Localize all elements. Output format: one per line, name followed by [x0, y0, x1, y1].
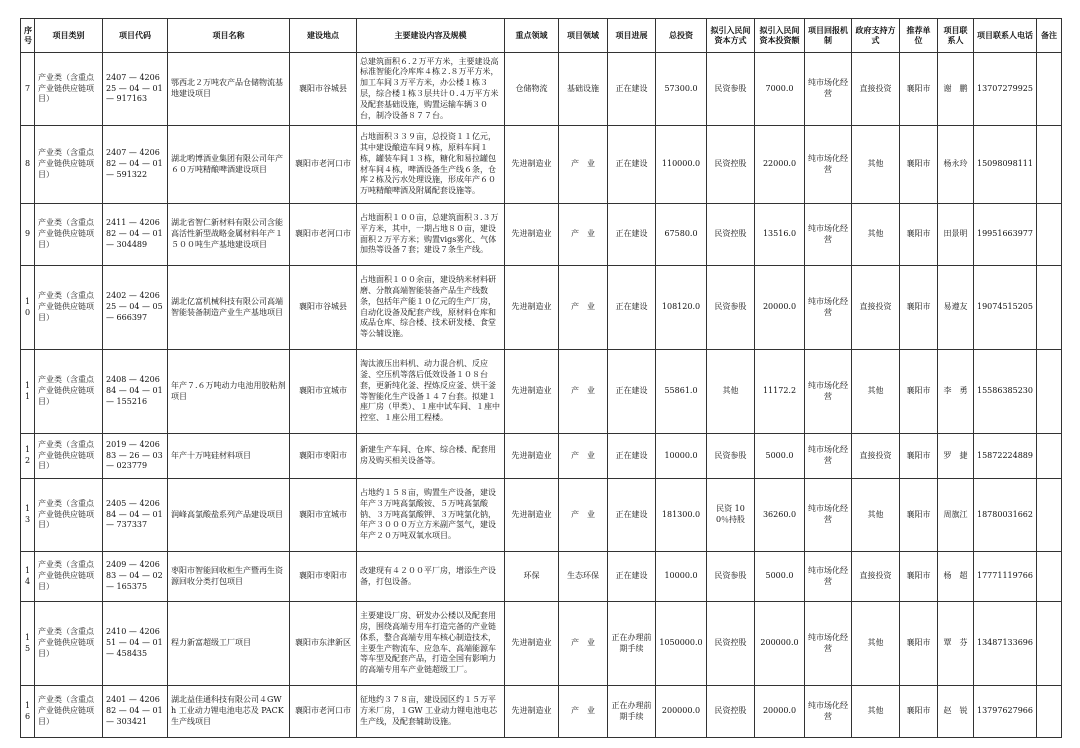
- header-contact: 项目联系人: [938, 19, 974, 53]
- cell-policy: 其他: [852, 686, 900, 738]
- cell-code: 2402 — 420625 — 04 — 05 — 666397: [103, 266, 168, 350]
- cell-phone: 18780031662: [974, 479, 1037, 552]
- cell-policy: 直接投资: [852, 53, 900, 126]
- header-total: 总投资: [656, 19, 707, 53]
- cell-name: 湖北亿富机械科技有限公司高端智能装备制造产业生产基地项目: [168, 266, 290, 350]
- cell-contact: 杨 超: [938, 552, 974, 602]
- cell-private-amount: 5000.0: [755, 434, 805, 479]
- cell-phone: 15098098111: [974, 126, 1037, 204]
- cell-field: 产 业: [559, 686, 608, 738]
- cell-policy: 其他: [852, 350, 900, 434]
- cell-seq: 7: [21, 53, 35, 126]
- cell-category: 产业类（含重点产业链供应链项目）: [35, 479, 103, 552]
- cell-recommender: 襄阳市: [900, 53, 938, 126]
- cell-return-mech: 纯市场化经营: [805, 434, 852, 479]
- cell-total: 57300.0: [656, 53, 707, 126]
- cell-name: 湖北省智仁新材料有限公司含能高活性新型战略金属材料年产１５００吨生产基地建设项目: [168, 204, 290, 266]
- cell-private-amount: 36260.0: [755, 479, 805, 552]
- cell-total: 1050000.0: [656, 602, 707, 686]
- cell-private-mode: 民资参股: [707, 434, 755, 479]
- cell-progress: 正在建设: [608, 479, 656, 552]
- cell-private-amount: 7000.0: [755, 53, 805, 126]
- cell-content: 占地约１５８亩，购置生产设备，建设年产３万吨高氯酸铵、５万吨高氯酸钠、３万吨高氯酸钾、３万吨氯化钠，年产３０００万立方米副产氢气，建设年产２０万吨双氧水项目。: [357, 479, 505, 552]
- cell-field: 产 业: [559, 602, 608, 686]
- cell-name: 润峰高氯酸盐系列产品建设项目: [168, 479, 290, 552]
- cell-recommender: 襄阳市: [900, 204, 938, 266]
- cell-code: 2019 — 420683 — 26 — 03 — 023779: [103, 434, 168, 479]
- cell-content: 占地面积３３９亩，总投资１１亿元，其中建设酿造车间９栋，原料车间１栋，罐装车间１３栋，糖化和易拉罐包材车间４栋，啤酒设备生产线６条，仓库２栋及污水处理设施，形成年产６０万吨精酿啤酒及附属配套设施等。: [357, 126, 505, 204]
- cell-code: 2411 — 420682 — 04 — 01 — 304489: [103, 204, 168, 266]
- header-remark: 备注: [1037, 19, 1062, 53]
- cell-contact: 李 勇: [938, 350, 974, 434]
- cell-key-field: 环保: [505, 552, 559, 602]
- cell-location: 襄阳市老河口市: [290, 204, 357, 266]
- header-policy: 政府支持方式: [852, 19, 900, 53]
- cell-total: 10000.0: [656, 552, 707, 602]
- header-code: 项目代码: [103, 19, 168, 53]
- cell-category: 产业类（含重点产业链供应链项目）: [35, 53, 103, 126]
- cell-category: 产业类（含重点产业链供应链项目）: [35, 552, 103, 602]
- cell-location: 襄阳市东津新区: [290, 602, 357, 686]
- cell-name: 程力新富超级工厂项目: [168, 602, 290, 686]
- cell-contact: 易遵友: [938, 266, 974, 350]
- table-row: [21, 204, 1062, 266]
- cell-remark: [1037, 434, 1062, 479]
- cell-name: 枣阳市智能回收柜生产暨再生资源回收分类打包项目: [168, 552, 290, 602]
- cell-return-mech: 纯市场化经营: [805, 686, 852, 738]
- cell-return-mech: 纯市场化经营: [805, 126, 852, 204]
- cell-code: 2405 — 420684 — 04 — 01 — 737337: [103, 479, 168, 552]
- cell-key-field: 先进制造业: [505, 479, 559, 552]
- cell-progress: 正在办理前期手续: [608, 686, 656, 738]
- cell-name: 湖北哟博酒业集团有限公司年产６０万吨精酿啤酒建设项目: [168, 126, 290, 204]
- cell-phone: 15872224889: [974, 434, 1037, 479]
- cell-private-mode: 民资 100％持股: [707, 479, 755, 552]
- cell-location: 襄阳市宜城市: [290, 479, 357, 552]
- cell-category: 产业类（含重点产业链供应链项目）: [35, 266, 103, 350]
- cell-phone: 15586385230: [974, 350, 1037, 434]
- header-recommender: 推荐单位: [900, 19, 938, 53]
- cell-recommender: 襄阳市: [900, 126, 938, 204]
- project-table: [20, 18, 1062, 738]
- cell-location: 襄阳市枣阳市: [290, 552, 357, 602]
- header-progress: 项目进展: [608, 19, 656, 53]
- cell-total: 10000.0: [656, 434, 707, 479]
- cell-seq: 14: [21, 552, 35, 602]
- cell-progress: 正在办理前期手续: [608, 602, 656, 686]
- cell-phone: 19951663977: [974, 204, 1037, 266]
- cell-recommender: 襄阳市: [900, 434, 938, 479]
- cell-private-mode: 民资控股: [707, 602, 755, 686]
- cell-name: 年产７.６万吨动力电池用胶粘剂项目: [168, 350, 290, 434]
- cell-return-mech: 纯市场化经营: [805, 552, 852, 602]
- cell-remark: [1037, 266, 1062, 350]
- cell-policy: 其他: [852, 479, 900, 552]
- table-row: [21, 126, 1062, 204]
- cell-remark: [1037, 479, 1062, 552]
- cell-key-field: 先进制造业: [505, 126, 559, 204]
- table-row: [21, 53, 1062, 126]
- cell-recommender: 襄阳市: [900, 266, 938, 350]
- cell-code: 2408 — 420684 — 04 — 01 — 155216: [103, 350, 168, 434]
- cell-name: 湖北益佳通科技有限公司４GWh 工业动力锂电池电芯及 PACK 生产线项目: [168, 686, 290, 738]
- cell-return-mech: 纯市场化经营: [805, 602, 852, 686]
- cell-remark: [1037, 552, 1062, 602]
- cell-phone: 17771119766: [974, 552, 1037, 602]
- header-phone: 项目联系人电话: [974, 19, 1037, 53]
- cell-private-mode: 民资参股: [707, 552, 755, 602]
- table-row: [21, 434, 1062, 479]
- cell-remark: [1037, 350, 1062, 434]
- cell-private-amount: 11172.2: [755, 350, 805, 434]
- cell-seq: 13: [21, 479, 35, 552]
- cell-return-mech: 纯市场化经营: [805, 479, 852, 552]
- cell-code: 2407 — 420682 — 04 — 01 — 591322: [103, 126, 168, 204]
- cell-content: 主要建设厂房、研发办公楼以及配套用房，围绕高端专用车打造完备的产业链体系，整合高端专用车核心制造技术，主要生产物流车、应急车、高端能源车等车型及配套产品，打造全国有影响力的高端专用车产业链超级工厂。: [357, 602, 505, 686]
- cell-total: 108120.0: [656, 266, 707, 350]
- cell-private-amount: 22000.0: [755, 126, 805, 204]
- cell-total: 55861.0: [656, 350, 707, 434]
- cell-policy: 直接投资: [852, 434, 900, 479]
- header-name: 项目名称: [168, 19, 290, 53]
- cell-private-amount: 200000.0: [755, 602, 805, 686]
- project-table-sheet: [20, 18, 1061, 738]
- cell-category: 产业类（含重点产业链供应链项目）: [35, 434, 103, 479]
- cell-phone: 13797627966: [974, 686, 1037, 738]
- cell-field: 产 业: [559, 479, 608, 552]
- cell-key-field: 先进制造业: [505, 204, 559, 266]
- cell-recommender: 襄阳市: [900, 602, 938, 686]
- table-row: [21, 602, 1062, 686]
- header-key-field: 重点领域: [505, 19, 559, 53]
- cell-phone: 13707279925: [974, 53, 1037, 126]
- header-category: 项目类别: [35, 19, 103, 53]
- cell-total: 67580.0: [656, 204, 707, 266]
- cell-progress: 正在建设: [608, 126, 656, 204]
- cell-location: 襄阳市枣阳市: [290, 434, 357, 479]
- cell-progress: 正在建设: [608, 204, 656, 266]
- cell-progress: 正在建设: [608, 552, 656, 602]
- cell-private-mode: 民资控股: [707, 686, 755, 738]
- cell-phone: 13487133696: [974, 602, 1037, 686]
- cell-total: 200000.0: [656, 686, 707, 738]
- cell-key-field: 仓储物流: [505, 53, 559, 126]
- cell-content: 淘汰液压出料机、动力混合机、反应釜、空压机等落后低效设备１０８台套，更新纯化釜、捏炼反应釜、烘干釜等智能化生产设备１４７台套。拟建１座厂房（甲类）、１座中试车间、１座中控室、１座公用工程楼。: [357, 350, 505, 434]
- cell-code: 2401 — 420682 — 04 — 01 — 303421: [103, 686, 168, 738]
- cell-location: 襄阳市老河口市: [290, 686, 357, 738]
- cell-code: 2407 — 420625 — 04 — 01 — 917163: [103, 53, 168, 126]
- cell-field: 生态环保: [559, 552, 608, 602]
- cell-phone: 19074515205: [974, 266, 1037, 350]
- table-row: [21, 350, 1062, 434]
- header-private-amount: 拟引入民间资本投资额: [755, 19, 805, 53]
- table-row: [21, 552, 1062, 602]
- cell-policy: 其他: [852, 126, 900, 204]
- header-seq: 序号: [21, 19, 35, 53]
- cell-private-mode: 民资控股: [707, 204, 755, 266]
- cell-content: 征地约３７８亩，建设园区约１５万平方米厂房，１GW 工业动力锂电池电芯生产线，及配套辅助设施。: [357, 686, 505, 738]
- cell-progress: 正在建设: [608, 350, 656, 434]
- header-content: 主要建设内容及规模: [357, 19, 505, 53]
- cell-private-mode: 民资控股: [707, 126, 755, 204]
- cell-seq: 8: [21, 126, 35, 204]
- cell-policy: 其他: [852, 602, 900, 686]
- cell-remark: [1037, 602, 1062, 686]
- cell-progress: 正在建设: [608, 434, 656, 479]
- cell-location: 襄阳市谷城县: [290, 266, 357, 350]
- cell-key-field: 先进制造业: [505, 434, 559, 479]
- header-location: 建设地点: [290, 19, 357, 53]
- table-body: [21, 53, 1062, 738]
- cell-code: 2409 — 420683 — 04 — 02 — 165375: [103, 552, 168, 602]
- cell-field: 产 业: [559, 126, 608, 204]
- cell-contact: 田景明: [938, 204, 974, 266]
- cell-policy: 直接投资: [852, 552, 900, 602]
- cell-contact: 罗 捷: [938, 434, 974, 479]
- cell-field: 产 业: [559, 350, 608, 434]
- cell-recommender: 襄阳市: [900, 552, 938, 602]
- cell-private-amount: 13516.0: [755, 204, 805, 266]
- table-row: [21, 686, 1062, 738]
- cell-category: 产业类（含重点产业链供应链项目）: [35, 686, 103, 738]
- cell-policy: 其他: [852, 204, 900, 266]
- cell-progress: 正在建设: [608, 266, 656, 350]
- cell-content: 总建筑面积６.２万平方米，主要建设高标准智能化冷库库４栋２.８万平方米，加工车间３万平方米，办公楼１栋３层，综合楼１栋３层共计０.４万平方米及配套基础设施，购置运输车辆３０台，制冷设备８７７台。: [357, 53, 505, 126]
- cell-name: 鄂西北２万吨农产品仓储物流基地建设项目: [168, 53, 290, 126]
- cell-seq: 9: [21, 204, 35, 266]
- cell-return-mech: 纯市场化经营: [805, 350, 852, 434]
- cell-seq: 16: [21, 686, 35, 738]
- cell-seq: 12: [21, 434, 35, 479]
- cell-recommender: 襄阳市: [900, 350, 938, 434]
- cell-key-field: 先进制造业: [505, 350, 559, 434]
- cell-contact: 周旗江: [938, 479, 974, 552]
- cell-field: 产 业: [559, 204, 608, 266]
- cell-category: 产业类（含重点产业链供应链项目）: [35, 126, 103, 204]
- cell-contact: 覃 芬: [938, 602, 974, 686]
- cell-private-mode: 民资参股: [707, 266, 755, 350]
- cell-remark: [1037, 686, 1062, 738]
- cell-remark: [1037, 204, 1062, 266]
- cell-contact: 杨永玲: [938, 126, 974, 204]
- cell-contact: 谢 鹏: [938, 53, 974, 126]
- cell-code: 2410 — 420651 — 04 — 01 — 458435: [103, 602, 168, 686]
- cell-content: 占地面积１００余亩，建设纳米材料研磨、分散高端智能装备产品生产线数条，包括年产能１０亿元的生产厂房，自动化设备及配套产线，原材料仓库和成品仓库、综合楼、技术研发楼、食堂等公辅设施。: [357, 266, 505, 350]
- cell-key-field: 先进制造业: [505, 266, 559, 350]
- cell-private-amount: 20000.0: [755, 266, 805, 350]
- table-row: [21, 479, 1062, 552]
- cell-location: 襄阳市宜城市: [290, 350, 357, 434]
- cell-return-mech: 纯市场化经营: [805, 53, 852, 126]
- cell-private-amount: 20000.0: [755, 686, 805, 738]
- header-return-mech: 项目回报机制: [805, 19, 852, 53]
- cell-name: 年产十万吨硅材料项目: [168, 434, 290, 479]
- cell-private-mode: 民资参股: [707, 53, 755, 126]
- cell-content: 新建生产车间、仓库、综合楼、配套用房及购买相关设备等。: [357, 434, 505, 479]
- cell-seq: 15: [21, 602, 35, 686]
- header-private-mode: 拟引入民间资本方式: [707, 19, 755, 53]
- cell-key-field: 先进制造业: [505, 602, 559, 686]
- cell-remark: [1037, 126, 1062, 204]
- table-header-row: [21, 19, 1062, 53]
- cell-remark: [1037, 53, 1062, 126]
- cell-total: 110000.0: [656, 126, 707, 204]
- cell-total: 181300.0: [656, 479, 707, 552]
- cell-seq: 11: [21, 350, 35, 434]
- cell-private-amount: 5000.0: [755, 552, 805, 602]
- cell-field: 产 业: [559, 266, 608, 350]
- cell-category: 产业类（含重点产业链供应链项目）: [35, 350, 103, 434]
- cell-seq: 10: [21, 266, 35, 350]
- cell-key-field: 先进制造业: [505, 686, 559, 738]
- cell-return-mech: 纯市场化经营: [805, 204, 852, 266]
- cell-location: 襄阳市谷城县: [290, 53, 357, 126]
- cell-field: 基础设施: [559, 53, 608, 126]
- cell-progress: 正在建设: [608, 53, 656, 126]
- cell-recommender: 襄阳市: [900, 479, 938, 552]
- cell-policy: 直接投资: [852, 266, 900, 350]
- cell-contact: 赵 锐: [938, 686, 974, 738]
- cell-return-mech: 纯市场化经营: [805, 266, 852, 350]
- cell-private-mode: 其他: [707, 350, 755, 434]
- cell-category: 产业类（含重点产业链供应链项目）: [35, 204, 103, 266]
- cell-content: 改建现有４２００平厂房，增添生产设备，打包设备。: [357, 552, 505, 602]
- cell-field: 产 业: [559, 434, 608, 479]
- table-row: [21, 266, 1062, 350]
- cell-content: 占地面积１００亩，总建筑面积３.３万平方米，其中，一期占地８０亩，建设面积２万平方米；购置vigs雾化、气体加热等设备７套；建设７条生产线。: [357, 204, 505, 266]
- header-field: 项目领域: [559, 19, 608, 53]
- cell-location: 襄阳市老河口市: [290, 126, 357, 204]
- cell-category: 产业类（含重点产业链供应链项目）: [35, 602, 103, 686]
- cell-recommender: 襄阳市: [900, 686, 938, 738]
